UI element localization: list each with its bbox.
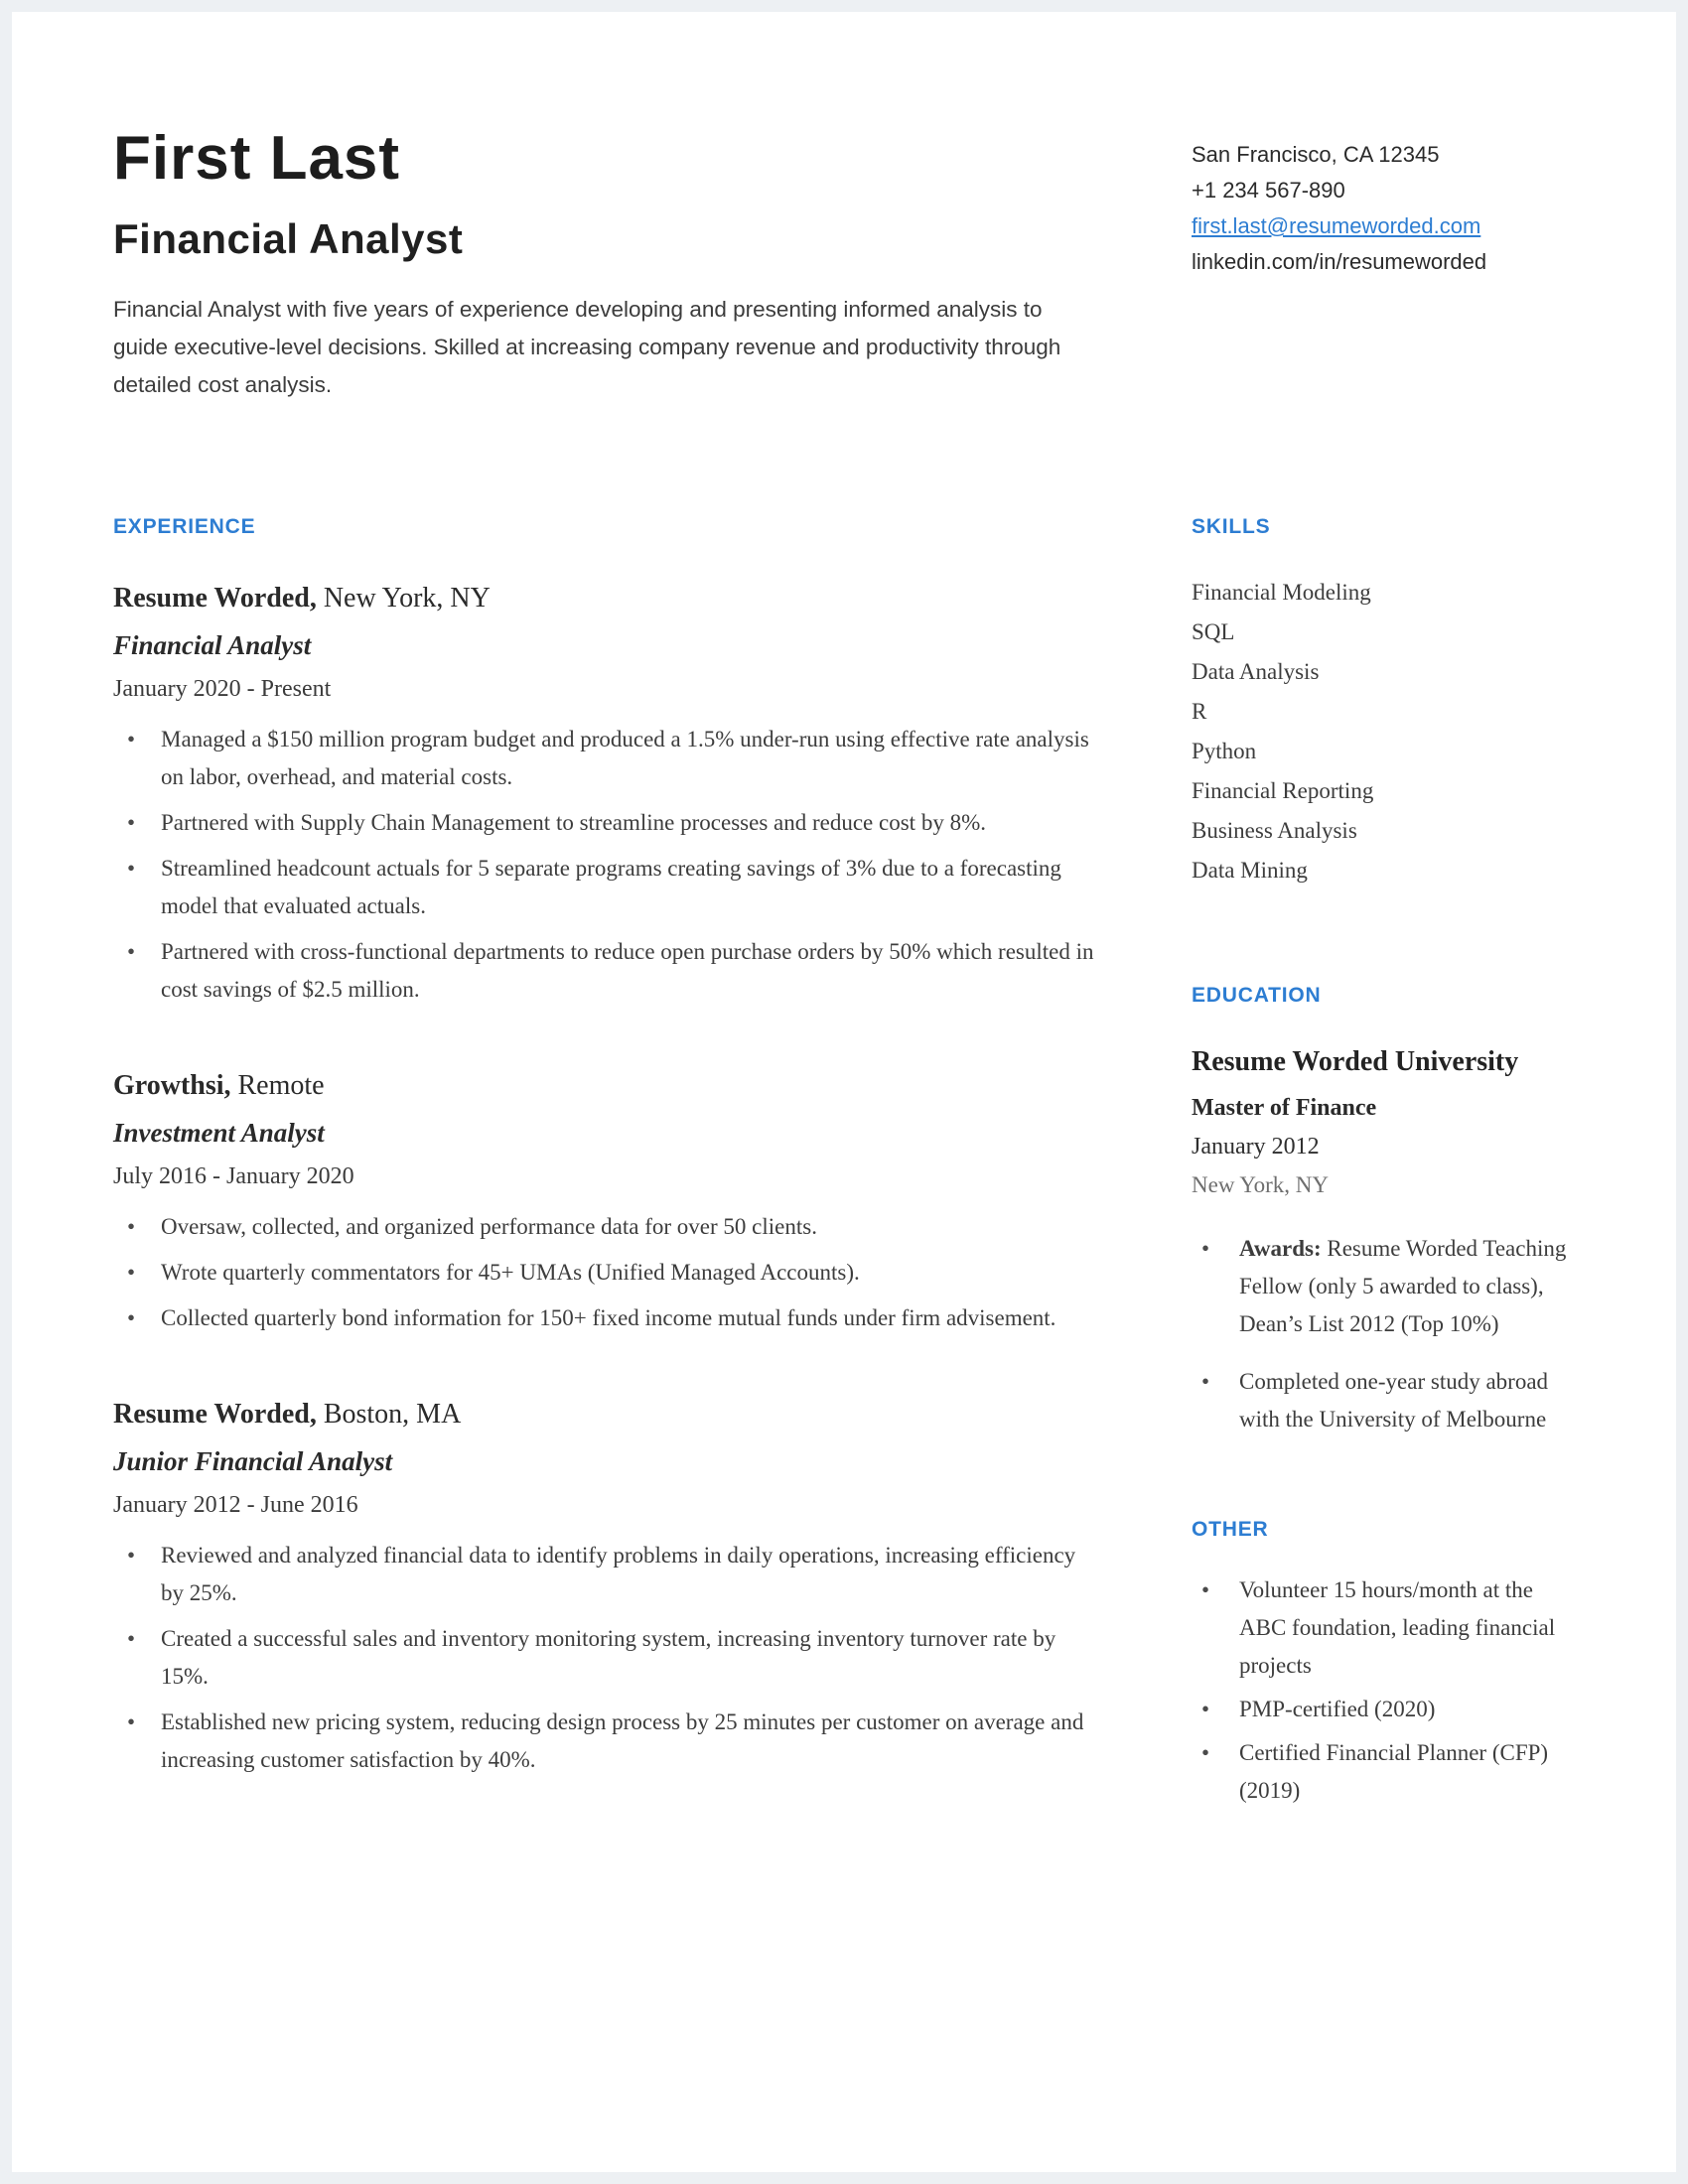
education-section xyxy=(1192,984,1573,1438)
job-bullets xyxy=(113,1208,1096,1337)
skill-item: R xyxy=(1192,699,1207,724)
skill-item: Financial Reporting xyxy=(1192,778,1374,803)
contact-block xyxy=(1192,123,1573,404)
company-line xyxy=(113,1399,1096,1431)
summary-text: Financial Analyst with five years of experience developing and presenting informed analysis to guide executive-level decisions. Skilled at increasing company revenue and productivity through detailed cost analysis. xyxy=(113,297,1061,397)
job-dates: January 2012 - June 2016 xyxy=(113,1492,358,1518)
bullet-item xyxy=(1192,1363,1573,1438)
other-bullets xyxy=(1192,1571,1573,1810)
company-name: Resume Worded, xyxy=(113,1399,317,1430)
candidate-name: First Last xyxy=(113,124,401,193)
bullet-item: • Streamlined headcount actuals for 5 separate programs creating savings of 3% due to a forecasting model that evaluated actuals. xyxy=(113,850,1096,925)
contact-address: San Francisco, CA 12345 xyxy=(1192,142,1440,167)
skill-item: Data Analysis xyxy=(1192,659,1320,684)
bullet-item: • Volunteer 15 hours/month at the ABC foundation, leading financial projects xyxy=(1192,1571,1573,1685)
main-column xyxy=(113,515,1096,1816)
bullet-item: • Partnered with cross-functional departments to reduce open purchase orders by 50% which resulted in cost savings of $2.5 million. xyxy=(113,933,1096,1009)
company-line xyxy=(113,1070,1096,1102)
contact-email-link[interactable]: first.last@resumeworded.com xyxy=(1192,213,1481,238)
resume-page xyxy=(12,12,1676,2172)
skill-item: SQL xyxy=(1192,619,1235,644)
skills-section xyxy=(1192,515,1573,890)
job-role: Investment Analyst xyxy=(113,1118,325,1148)
award-label: Awards: xyxy=(1239,1236,1322,1261)
bullet-item: • PMP-certified (2020) xyxy=(1192,1691,1573,1728)
bullet-item: • Managed a $150 million program budget and produced a 1.5% under-run using effective rate analysis on labor, overhead, and material costs. xyxy=(113,721,1096,796)
skills-list xyxy=(1192,573,1573,890)
job-bullets xyxy=(113,1537,1096,1779)
contact-phone: +1 234 567-890 xyxy=(1192,178,1345,203)
contact-linkedin: linkedin.com/in/resumeworded xyxy=(1192,249,1487,274)
sidebar xyxy=(1192,515,1573,1816)
skill-item: Python xyxy=(1192,739,1257,763)
job-entry xyxy=(113,583,1096,1009)
company-line xyxy=(113,583,1096,614)
section-heading-skills: SKILLS xyxy=(1192,515,1271,538)
other-section xyxy=(1192,1518,1573,1810)
section-heading-experience: EXPERIENCE xyxy=(113,515,256,538)
bullet-item: • Certified Financial Planner (CFP) (2019) xyxy=(1192,1734,1573,1810)
bullet-item: • Wrote quarterly commentators for 45+ UMAs (Unified Managed Accounts). xyxy=(113,1254,1096,1292)
company-location: Boston, MA xyxy=(323,1399,462,1430)
bullet-item: • Established new pricing system, reducing design process by 25 minutes per customer on average and increasing customer satisfaction by 40%. xyxy=(113,1704,1096,1779)
header-identity xyxy=(113,123,1096,404)
school-name: Resume Worded University xyxy=(1192,1046,1519,1077)
bullet-item: • Reviewed and analyzed financial data to identify problems in daily operations, increasing efficiency by 25%. xyxy=(113,1537,1096,1612)
company-name: Growthsi, xyxy=(113,1070,231,1101)
job-entry xyxy=(113,1070,1096,1337)
job-role: Financial Analyst xyxy=(113,630,312,660)
job-bullets xyxy=(113,721,1096,1009)
bullet-text: Completed one-year study abroad with the University of Melbourne xyxy=(1239,1369,1549,1432)
skill-item: Data Mining xyxy=(1192,858,1308,883)
skill-item: Financial Modeling xyxy=(1192,580,1371,605)
degree: Master of Finance xyxy=(1192,1095,1377,1121)
content-columns xyxy=(113,515,1573,1816)
company-name: Resume Worded, xyxy=(113,583,317,614)
education-bullets xyxy=(1192,1230,1573,1438)
bullet-item: • Partnered with Supply Chain Management to streamline processes and reduce cost by 8%. xyxy=(113,804,1096,842)
company-location: New York, NY xyxy=(323,583,491,614)
section-heading-other: OTHER xyxy=(1192,1518,1269,1541)
job-dates: July 2016 - January 2020 xyxy=(113,1163,354,1189)
education-location: New York, NY xyxy=(1192,1172,1330,1197)
bullet-item xyxy=(1192,1230,1573,1343)
company-location: Remote xyxy=(237,1070,325,1101)
bullet-item: • Oversaw, collected, and organized performance data for over 50 clients. xyxy=(113,1208,1096,1246)
candidate-title: Financial Analyst xyxy=(113,215,464,262)
job-entry xyxy=(113,1399,1096,1779)
header xyxy=(113,123,1573,404)
bullet-item: • Created a successful sales and inventory monitoring system, increasing inventory turnover rate by 15%. xyxy=(113,1620,1096,1696)
job-role: Junior Financial Analyst xyxy=(113,1446,393,1476)
bullet-item: • Collected quarterly bond information for 150+ fixed income mutual funds under firm advisement. xyxy=(113,1299,1096,1337)
bullet-text: Resume Worded Teaching Fellow (only 5 awarded to class), Dean’s List 2012 (Top 10%) xyxy=(1239,1236,1567,1336)
experience-section xyxy=(113,515,1096,1779)
education-date: January 2012 xyxy=(1192,1134,1320,1160)
skill-item: Business Analysis xyxy=(1192,818,1357,843)
job-dates: January 2020 - Present xyxy=(113,676,332,702)
section-heading-education: EDUCATION xyxy=(1192,984,1322,1007)
